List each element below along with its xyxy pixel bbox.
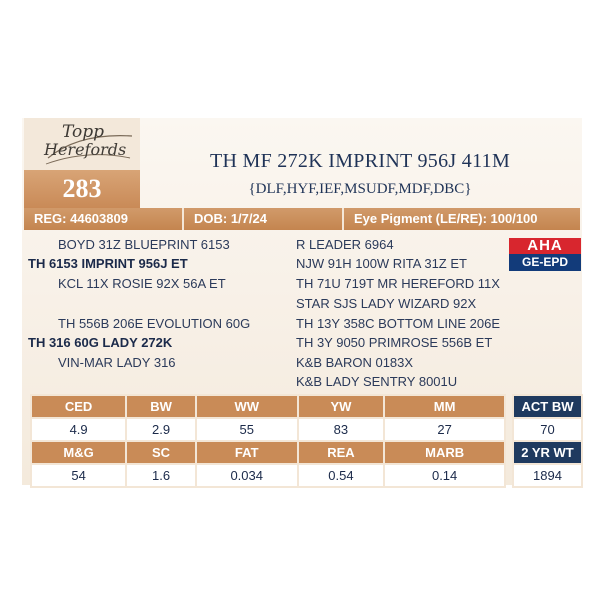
epd-header-rea: REA xyxy=(298,441,385,464)
epd-header-yw: YW xyxy=(298,395,385,418)
registration-bar xyxy=(24,208,580,230)
epd-header-row xyxy=(31,395,505,418)
pedigree-sire-dam: KCL 11X ROSIE 92X 56A ET xyxy=(58,276,226,291)
pedigree-right-item: K&B LADY SENTRY 8001U xyxy=(296,374,458,389)
two-year-wt-value: 1894 xyxy=(513,464,582,487)
epd-value-mm: 27 xyxy=(384,418,505,441)
epd-header-bw: BW xyxy=(126,395,196,418)
reg-number: REG: 44603809 xyxy=(34,211,128,226)
birth-date: DOB: 1/7/24 xyxy=(194,211,267,226)
pedigree-right-item: TH 71U 719T MR HEREFORD 11X xyxy=(296,276,500,291)
pedigree-sire-sire: BOYD 31Z BLUEPRINT 6153 xyxy=(58,237,230,252)
epd-value-ced: 4.9 xyxy=(31,418,126,441)
epd-value-row xyxy=(31,464,505,487)
pedigree-right-item: TH 13Y 358C BOTTOM LINE 206E xyxy=(296,316,500,331)
epd-value-sc: 1.6 xyxy=(126,464,196,487)
epd-value-rea: 0.54 xyxy=(298,464,385,487)
epd-value-marb: 0.14 xyxy=(384,464,505,487)
aha-label: AHA xyxy=(509,238,581,254)
epd-header-ced: CED xyxy=(31,395,126,418)
epd-header-fat: FAT xyxy=(196,441,298,464)
lot-number: 283 xyxy=(24,170,140,208)
ge-epd-label: GE-EPD xyxy=(509,254,581,271)
epd-header-mg: M&G xyxy=(31,441,126,464)
aha-ge-epd-badge xyxy=(509,238,581,271)
epd-value-yw: 83 xyxy=(298,418,385,441)
genetic-codes: {DLF,HYF,IEF,MSUDF,MDF,DBC} xyxy=(248,181,472,197)
epd-value-ww: 55 xyxy=(196,418,298,441)
epd-table xyxy=(30,394,506,488)
epd-value-bw: 2.9 xyxy=(126,418,196,441)
divider xyxy=(182,208,184,230)
epd-value-mg: 54 xyxy=(31,464,126,487)
epd-value-row xyxy=(31,418,505,441)
act-bw-value: 70 xyxy=(513,418,582,441)
pedigree-dam: TH 316 60G LADY 272K xyxy=(28,335,173,350)
pedigree-right-item: NJW 91H 100W RITA 31Z ET xyxy=(296,256,467,271)
pedigree-dam-sire: TH 556B 206E EVOLUTION 60G xyxy=(58,316,251,331)
pedigree-right-item: K&B BARON 0183X xyxy=(296,355,414,370)
divider xyxy=(342,208,344,230)
epd-header-marb: MARB xyxy=(384,441,505,464)
epd-header-ww: WW xyxy=(196,395,298,418)
logo-line-1: Topp xyxy=(62,122,105,142)
pedigree-right-item: R LEADER 6964 xyxy=(296,237,394,252)
epd-header-mm: MM xyxy=(384,395,505,418)
topp-herefords-logo xyxy=(40,122,136,168)
animal-name: TH MF 272K IMPRINT 956J 411M xyxy=(209,150,511,172)
eye-pigment: Eye Pigment (LE/RE): 100/100 xyxy=(354,211,538,226)
epd-header-row xyxy=(31,441,505,464)
pedigree-right-item: STAR SJS LADY WIZARD 92X xyxy=(296,296,477,311)
pedigree-dam-dam: VIN-MAR LADY 316 xyxy=(58,355,176,370)
epd-value-fat: 0.034 xyxy=(196,464,298,487)
actuals-table xyxy=(512,394,583,488)
two-year-wt-label: 2 YR WT xyxy=(513,441,582,464)
act-bw-label: ACT BW xyxy=(513,395,582,418)
logo-line-2: Herefords xyxy=(44,140,127,159)
epd-header-sc: SC xyxy=(126,441,196,464)
pedigree-sire: TH 6153 IMPRINT 956J ET xyxy=(28,256,188,271)
pedigree-right-item: TH 3Y 9050 PRIMROSE 556B ET xyxy=(296,335,493,350)
